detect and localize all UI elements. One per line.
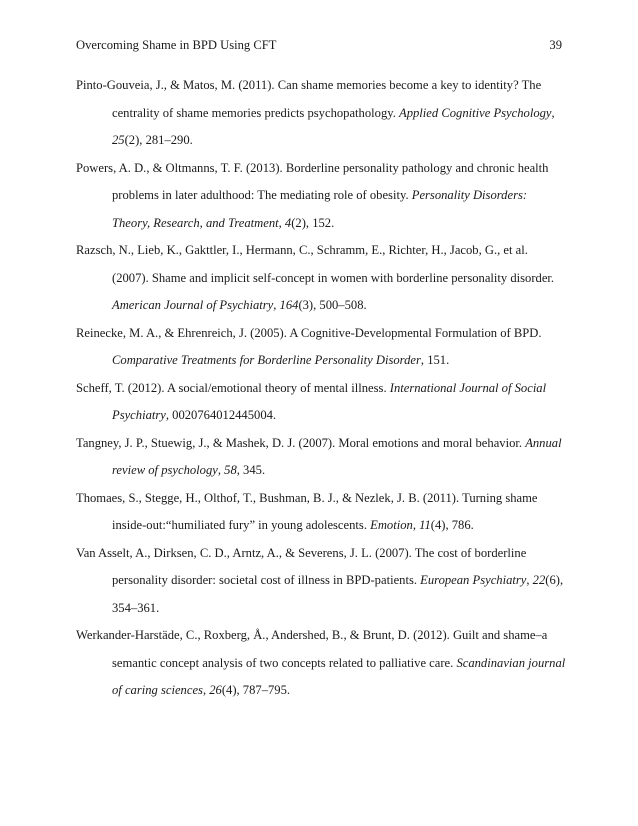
text-segment: (4), 787–795. bbox=[221, 683, 291, 697]
reference-line bbox=[112, 106, 555, 120]
text-segment: , 151. bbox=[420, 353, 450, 367]
reference-line bbox=[112, 408, 276, 422]
text-segment: , 0020764012445004. bbox=[165, 408, 277, 422]
reference-entry bbox=[76, 237, 566, 320]
reference-line bbox=[112, 188, 527, 202]
text-segment: Tangney, J. P., Stuewig, J., & Mashek, D. J. (2007). Moral emotions and moral behavior. bbox=[76, 435, 526, 450]
reference-line bbox=[112, 601, 159, 615]
italic-text: 58 bbox=[224, 463, 237, 477]
text-segment: centrality of shame memories predicts psychopathology. bbox=[112, 105, 400, 120]
text-segment: Pinto-Gouveia, J., & Matos, M. (2011). Can shame memories become a key to identity? The bbox=[76, 78, 542, 92]
reference-line bbox=[76, 326, 542, 340]
page-number: 39 bbox=[549, 38, 562, 52]
reference-line bbox=[112, 463, 265, 477]
text-segment: , bbox=[526, 573, 533, 587]
italic-text: 22 bbox=[532, 573, 546, 587]
reference-line bbox=[112, 298, 367, 312]
text-segment: semantic concept analysis of two concepts related to palliative care. bbox=[112, 655, 457, 670]
italic-text: International Journal of Social bbox=[389, 380, 547, 395]
reference-line bbox=[76, 381, 546, 395]
reference-line bbox=[112, 353, 449, 367]
text-segment: problems in later adulthood: The mediating role of obesity. bbox=[112, 188, 412, 202]
text-segment: (6), bbox=[545, 573, 564, 587]
reference-entry bbox=[76, 430, 566, 485]
reference-line bbox=[112, 573, 563, 587]
reference-entry bbox=[76, 540, 566, 623]
italic-text: Personality Disorders: bbox=[411, 188, 528, 202]
reference-line bbox=[112, 656, 565, 670]
text-segment: (4), 786. bbox=[430, 518, 474, 532]
text-segment: , bbox=[412, 518, 420, 532]
italic-text: Comparative Treatments for Borderline Personality Disorder bbox=[112, 353, 421, 367]
italic-text: 11 bbox=[419, 518, 431, 532]
reference-entry bbox=[76, 155, 566, 238]
italic-text: Theory, Research, and Treatment bbox=[112, 215, 279, 230]
text-segment: inside-out:“humiliated fury” in young adolescents. bbox=[112, 518, 371, 532]
text-segment: , bbox=[202, 683, 210, 697]
text-segment: Reinecke, M. A., & Ehrenreich, J. (2005). A Cognitive-Developmental Formulation of BPD. bbox=[76, 325, 542, 340]
running-title: Overcoming Shame in BPD Using CFT bbox=[76, 38, 277, 52]
reference-line bbox=[76, 161, 548, 175]
text-segment: Powers, A. D., & Oltmanns, T. F. (2013). Borderline personality pathology and chronic health bbox=[76, 160, 549, 175]
italic-text: Scandinavian journal bbox=[456, 655, 566, 670]
text-segment: (3), 500–508. bbox=[298, 298, 367, 312]
running-head bbox=[76, 37, 562, 53]
reference-line bbox=[112, 216, 334, 230]
text-segment: Werkander-Harstäde, C., Roxberg, Å., Andershed, B., & Brunt, D. (2012). Guilt and shame–a bbox=[76, 628, 548, 642]
italic-text: Psychiatry bbox=[112, 408, 166, 422]
reference-line bbox=[76, 546, 526, 560]
reference-entry bbox=[76, 375, 566, 430]
italic-text: European Psychiatry bbox=[420, 573, 527, 587]
reference-line bbox=[112, 133, 193, 147]
italic-text: Emotion bbox=[370, 518, 413, 532]
text-segment: (2), 152. bbox=[291, 215, 335, 230]
reference-list bbox=[76, 72, 566, 705]
text-segment: , bbox=[278, 215, 285, 230]
reference-entry bbox=[76, 72, 566, 155]
text-segment: (2007). Shame and implicit self-concept in women with borderline personality disorder. bbox=[112, 270, 555, 285]
text-segment: Thomaes, S., Stegge, H., Olthof, T., Bushman, B. J., & Nezlek, J. B. (2011). Turning shame bbox=[76, 490, 538, 505]
reference-line bbox=[76, 628, 547, 642]
reference-line bbox=[76, 491, 538, 505]
text-segment: , bbox=[217, 463, 225, 477]
reference-entry bbox=[76, 622, 566, 705]
italic-text: American Journal of Psychiatry bbox=[112, 298, 274, 312]
text-segment: (2), 281–290. bbox=[124, 133, 193, 147]
italic-text: of caring sciences bbox=[112, 683, 203, 697]
italic-text: 25 bbox=[112, 133, 125, 147]
italic-text: 26 bbox=[209, 683, 222, 697]
text-segment: , 345. bbox=[236, 463, 266, 477]
reference-entry bbox=[76, 320, 566, 375]
text-segment: 354–361. bbox=[112, 600, 160, 615]
italic-text: 164 bbox=[279, 298, 299, 312]
italic-text: review of psychology bbox=[112, 463, 218, 477]
text-segment: Razsch, N., Lieb, K., Gakttler, I., Hermann, C., Schramm, E., Richter, H., Jacob, G., et al. bbox=[76, 243, 528, 257]
reference-entry bbox=[76, 485, 566, 540]
reference-line bbox=[112, 518, 474, 532]
text-segment: personality disorder: societal cost of illness in BPD-patients. bbox=[112, 573, 421, 587]
reference-line bbox=[112, 271, 554, 285]
reference-line bbox=[76, 243, 528, 257]
italic-text: Annual bbox=[525, 435, 562, 450]
reference-line bbox=[112, 683, 290, 697]
text-segment: , bbox=[551, 105, 555, 120]
text-segment: , bbox=[273, 298, 280, 312]
text-segment: Van Asselt, A., Dirksen, C. D., Arntz, A., & Severens, J. L. (2007). The cost of borderline bbox=[76, 545, 527, 560]
text-segment: Scheff, T. (2012). A social/emotional theory of mental illness. bbox=[76, 380, 390, 395]
italic-text: 4 bbox=[284, 215, 292, 230]
reference-line bbox=[76, 436, 562, 450]
italic-text: Applied Cognitive Psychology bbox=[399, 105, 552, 120]
reference-line bbox=[76, 78, 541, 92]
